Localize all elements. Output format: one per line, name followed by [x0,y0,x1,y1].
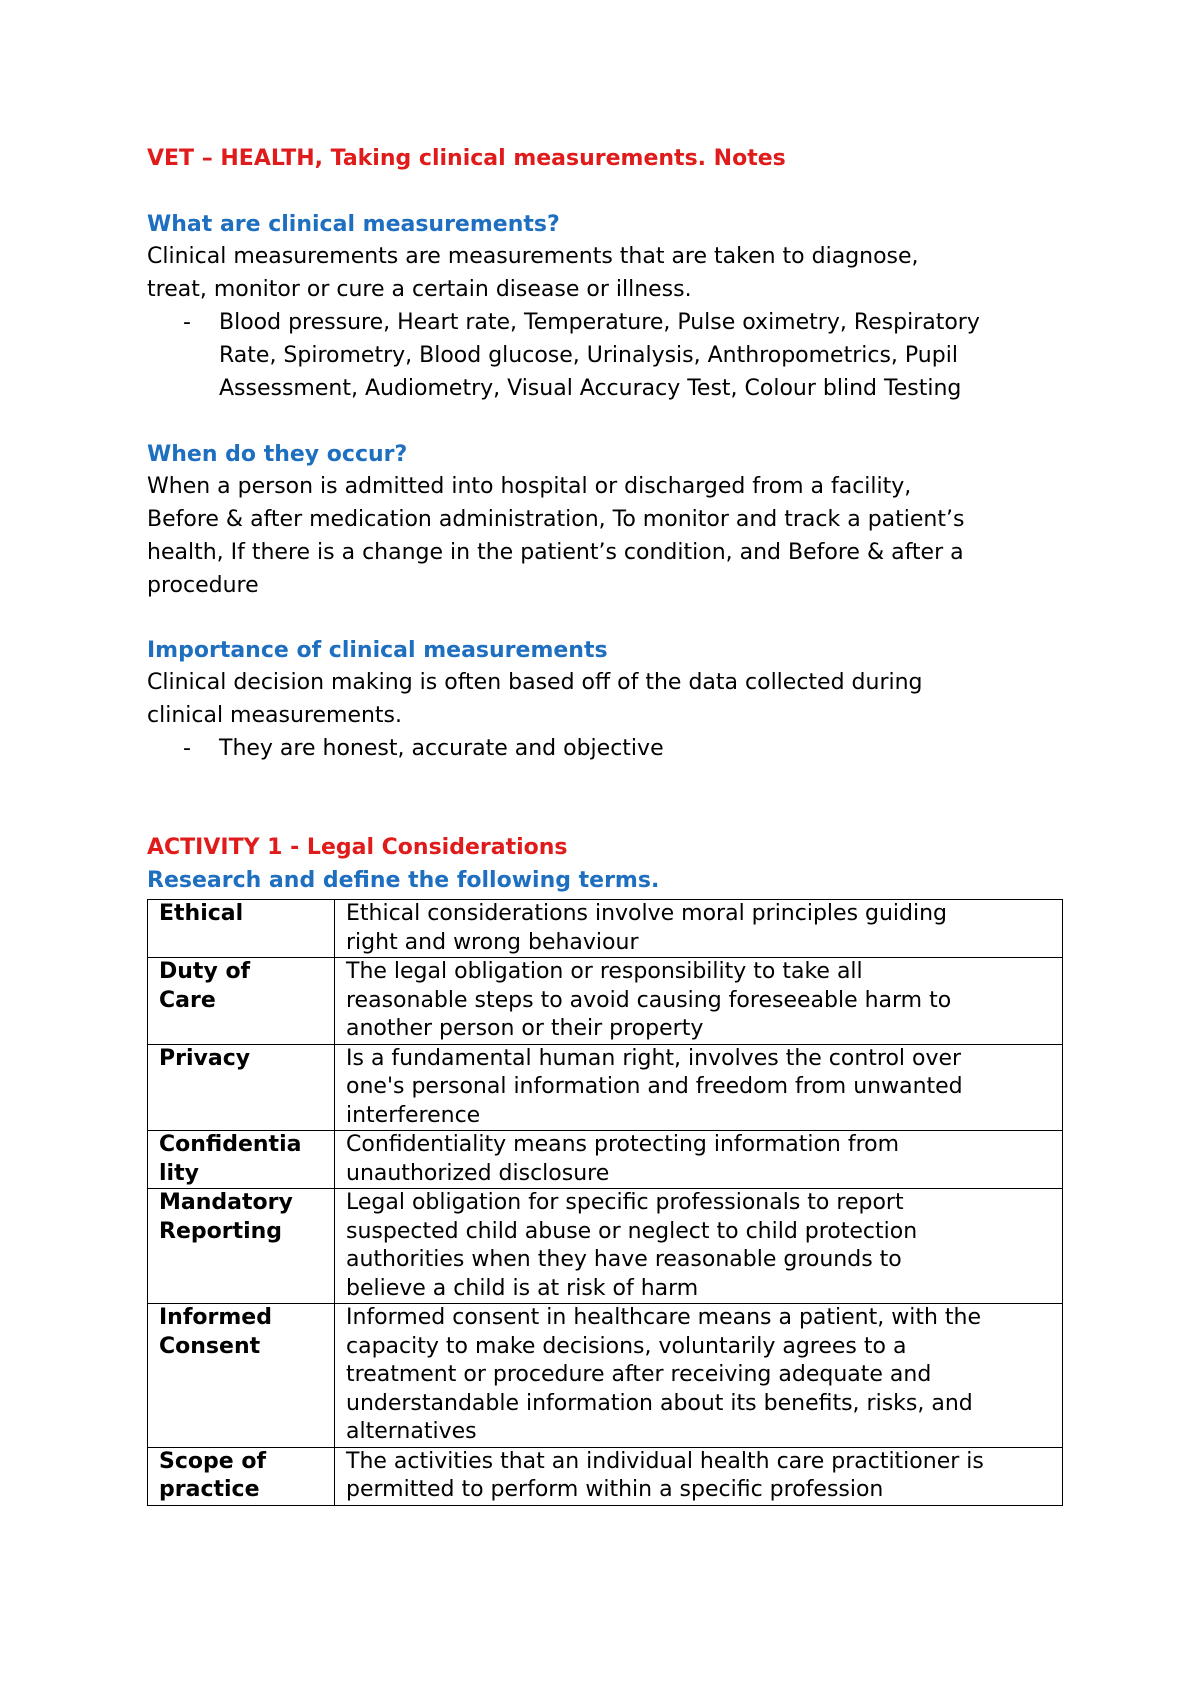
definition-line: Ethical considerations involve moral principles guiding [346,901,948,926]
term-cell [148,958,335,1045]
definition-line: permitted to perform within a specific profession [346,1477,884,1502]
definition-line: another person or their property [346,1016,704,1041]
term-line: Ethical [159,901,244,926]
term-cell [148,1304,335,1448]
term-cell [148,1189,335,1304]
paragraph-importance [147,666,1067,732]
section-heading-what-are: What are clinical measurements? [147,212,560,237]
bullet-line: Blood pressure, Heart rate, Temperature, Pulse oximetry, Respiratory [219,310,980,335]
definition-cell [335,900,1063,958]
definition-cell [335,1189,1063,1304]
terms-table [147,899,1063,1506]
term-cell [148,1044,335,1131]
paragraph-line: Before & after medication administration, To monitor and track a patient’s [147,507,965,532]
term-line: Care [159,987,216,1013]
term-cell [148,900,335,958]
definition-line: right and wrong behaviour [346,929,639,955]
definition-line: alternatives [346,1419,477,1444]
term-line: Privacy [159,1045,251,1071]
table-row [148,1447,1063,1505]
paragraph-line: clinical measurements. [147,703,402,728]
definition-line: Informed consent in healthcare means a patient, with the [346,1305,982,1330]
definition-line: The legal obligation or responsibility to take all [346,959,863,984]
bullet-dash: - [183,310,191,335]
section-heading-importance: Importance of clinical measurements [147,638,608,663]
bullet-text [219,732,664,765]
term-line: Scope of [159,1448,267,1474]
definition-cell [335,958,1063,1045]
term-line: Mandatory [159,1190,293,1215]
terms-table-body [148,900,1063,1506]
definition-line: one's personal information and freedom from unwanted [346,1074,963,1099]
definition-line: capacity to make decisions, voluntarily agrees to a [346,1333,907,1359]
definition-line: treatment or procedure after receiving adequate and [346,1362,932,1387]
term-cell [148,1131,335,1189]
term-line: lity [159,1160,199,1186]
term-line: Consent [159,1333,261,1359]
definition-line: Legal obligation for specific professionals to report [346,1190,904,1215]
definition-cell [335,1447,1063,1505]
paragraph-line: Clinical decision making is often based off of the data collected during [147,670,923,695]
table-row [148,1189,1063,1304]
section-heading-when: When do they occur? [147,442,408,467]
paragraph-line: treat, monitor or cure a certain disease or illness. [147,277,692,302]
definition-line: Is a fundamental human right, involves the control over [346,1045,962,1071]
definition-cell [335,1131,1063,1189]
definition-line: reasonable steps to avoid causing foreseeable harm to [346,987,952,1013]
definition-line: authorities when they have reasonable grounds to [346,1247,902,1272]
paragraph-line: Clinical measurements are measurements that are taken to diagnose, [147,244,919,269]
term-line: Confidentia [159,1132,302,1157]
definition-cell [335,1304,1063,1448]
definition-line: suspected child abuse or neglect to child protection [346,1218,918,1244]
paragraph-line: When a person is admitted into hospital or discharged from a facility, [147,474,912,499]
term-line: Reporting [159,1218,283,1244]
definition-line: unauthorized disclosure [346,1160,610,1186]
bullet-line: Rate, Spirometry, Blood glucose, Urinalysis, Anthropometrics, Pupil [219,343,958,368]
activity-subtitle: Research and define the following terms. [147,868,660,893]
term-line: practice [159,1477,260,1502]
definition-cell [335,1044,1063,1131]
definition-line: understandable information about its benefits, risks, and [346,1390,973,1416]
term-line: Informed [159,1305,272,1330]
definition-line: Confidentiality means protecting information from [346,1132,900,1157]
document-title: VET – HEALTH, Taking clinical measurements. Notes [147,146,786,171]
table-row [148,900,1063,958]
definition-line: believe a child is at risk of harm [346,1275,699,1301]
bullet-line: Assessment, Audiometry, Visual Accuracy Test, Colour blind Testing [219,376,962,401]
table-row [148,1304,1063,1448]
activity-title: ACTIVITY 1 - Legal Considerations [147,835,568,860]
bullet-line: They are honest, accurate and objective [219,736,664,761]
definition-line: The activities that an individual health care practitioner is [346,1448,984,1474]
paragraph-when [147,470,1067,602]
bullet-text [219,306,980,405]
table-row [148,1044,1063,1131]
bullet-dash: - [183,736,191,761]
paragraph-line: health, If there is a change in the patient’s condition, and Before & after a [147,540,964,565]
term-cell [148,1447,335,1505]
definition-line: interference [346,1102,481,1128]
term-line: Duty of [159,959,251,984]
paragraph-line: procedure [147,573,259,598]
table-row [148,1131,1063,1189]
table-row [148,958,1063,1045]
paragraph-definition [147,240,1067,306]
